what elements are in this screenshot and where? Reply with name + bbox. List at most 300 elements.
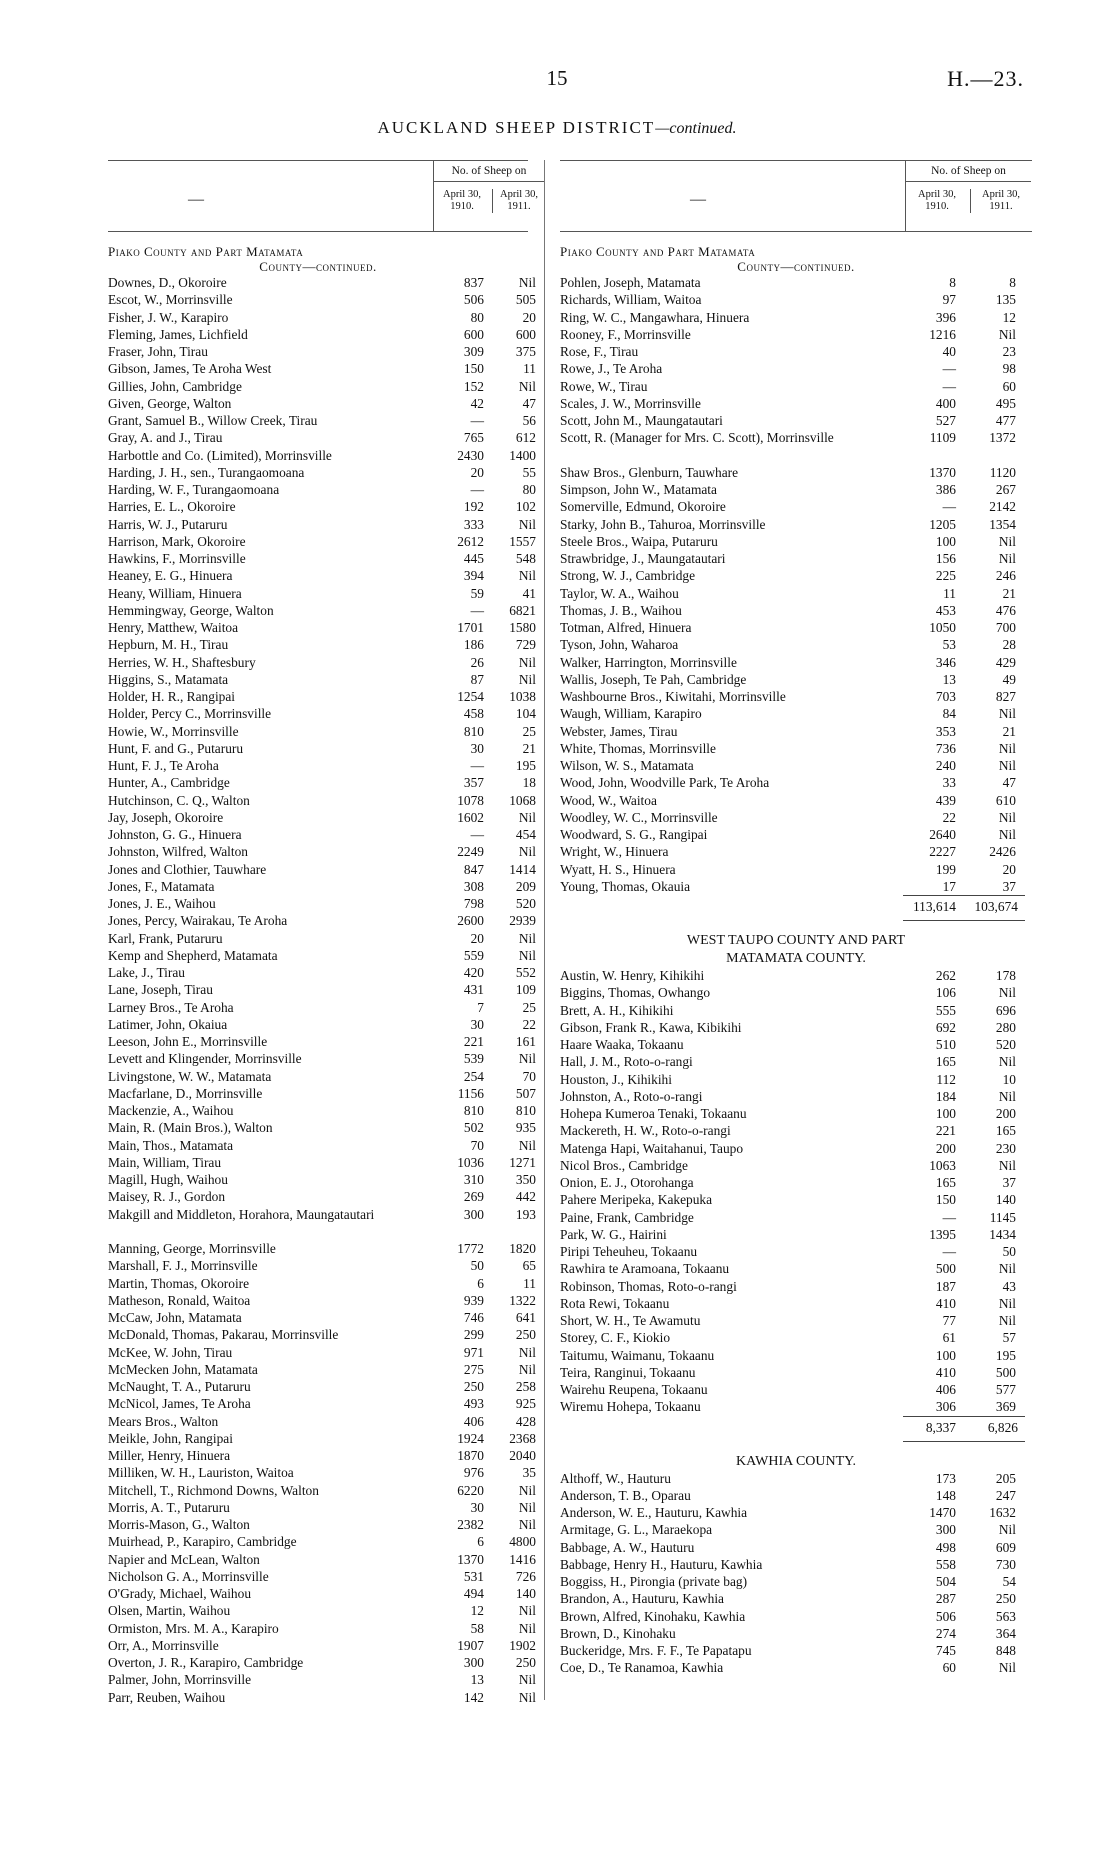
total-rule	[903, 1441, 1025, 1442]
holder-name: Johnston, A., Roto-o-rangi	[560, 1088, 703, 1104]
sheep-1910: 353	[935, 723, 956, 739]
holder-name: Woodward, S. G., Rangipai	[560, 827, 708, 842]
sheep-1911: 50	[1002, 1244, 1016, 1259]
holder-name: Shaw Bros., Glenburn, Tauwhare	[560, 464, 739, 480]
holder-name: Walker, Harrington, Morrinsville	[560, 654, 737, 670]
table-row	[560, 792, 1032, 809]
sheep-1910: 386	[935, 482, 956, 497]
sheep-1910: 84	[942, 706, 956, 722]
sheep-1910: 12	[470, 1603, 484, 1619]
holder-name: Rooney, F., Morrinsville	[560, 326, 691, 342]
holder-name: Morris, A. T., Putaruru	[108, 1499, 230, 1515]
holder-name: Olsen, Martin, Waihou	[108, 1603, 231, 1619]
left-column-header	[108, 160, 538, 232]
sheep-1911: 600	[515, 326, 536, 342]
sheep-1911: 1434	[989, 1226, 1016, 1242]
sheep-1910: 6	[477, 1275, 484, 1291]
sheep-1910: 504	[935, 1574, 956, 1589]
holder-name: Mackenzie, A., Waihou	[108, 1103, 234, 1118]
table-row	[560, 481, 1032, 498]
sheep-1911: 610	[995, 792, 1016, 808]
sheep-1910: 1078	[457, 792, 484, 808]
sheep-1910: 308	[463, 878, 484, 894]
table-row	[108, 740, 536, 757]
sheep-1910: 148	[935, 1487, 956, 1503]
sheep-1911: 925	[515, 1396, 536, 1412]
holder-name: Wood, W., Waitoa	[560, 792, 657, 808]
sheep-1910: 61	[942, 1330, 956, 1346]
sheep-1911: 6821	[509, 602, 536, 618]
sheep-1910: 6	[477, 1534, 484, 1550]
table-row	[560, 705, 1032, 722]
total-1910: 113,614	[912, 899, 956, 914]
holder-name: McNicol, James, Te Aroha	[108, 1396, 251, 1412]
sheep-1910: 152	[463, 378, 484, 394]
holder-name: Palmer, John, Morrinsville	[108, 1672, 252, 1688]
holder-name: Napier and McLean, Walton	[108, 1551, 260, 1567]
sheep-1911: 500	[995, 1364, 1016, 1380]
sheep-1910: 8	[949, 275, 956, 290]
sheep-1910: 439	[935, 792, 956, 808]
table-row	[108, 481, 536, 498]
sheep-1910: 13	[942, 671, 956, 687]
sheep-1911: 552	[515, 965, 536, 980]
sheep-1910: 269	[463, 1189, 484, 1205]
sheep-1911: 1414	[509, 861, 536, 877]
table-row	[560, 360, 1032, 377]
sheep-1910: 240	[935, 758, 956, 773]
table-row	[560, 984, 1032, 1001]
sheep-1911: 577	[995, 1382, 1016, 1397]
sheep-count-group	[905, 161, 1031, 231]
sheep-1911: 11	[523, 1275, 536, 1291]
table-row	[108, 843, 536, 860]
sheep-1911: Nil	[998, 758, 1016, 773]
holder-name: Jones, J. E., Waihou	[108, 896, 216, 911]
holder-name: Pohlen, Joseph, Matamata	[560, 275, 701, 290]
holder-name: Lake, J., Tirau	[108, 965, 185, 980]
holder-name: Taylor, W. A., Waihou	[560, 585, 679, 601]
sheep-1911: Nil	[518, 1499, 536, 1515]
sheep-1911: 258	[515, 1379, 536, 1394]
sheep-1911: 1068	[509, 792, 536, 808]
table-row	[108, 861, 536, 878]
table-row	[108, 1309, 536, 1326]
holder-name: Wiremu Hohepa, Tokaanu	[560, 1399, 701, 1415]
sheep-1910: 502	[463, 1120, 484, 1136]
sheep-1910: 250	[463, 1379, 484, 1394]
table-row	[560, 619, 1032, 636]
holder-name: Strawbridge, J., Maungatautari	[560, 551, 726, 566]
sheep-1910: 798	[463, 896, 484, 911]
holder-name: McKee, W. John, Tirau	[108, 1344, 233, 1360]
sheep-1911: Nil	[998, 326, 1016, 342]
table-row	[108, 1016, 536, 1033]
holder-name: Rowe, W., Tirau	[560, 378, 648, 394]
holder-name: Given, George, Walton	[108, 395, 232, 411]
sheep-1910: 2612	[457, 533, 484, 549]
holder-name: Althoff, W., Hauturu	[560, 1470, 671, 1486]
holder-name: Magill, Hugh, Waihou	[108, 1172, 228, 1187]
holder-name: Austin, W. Henry, Kihikihi	[560, 968, 705, 983]
holder-name: Kemp and Shepherd, Matamata	[108, 947, 278, 963]
sheep-1910: 287	[935, 1591, 956, 1607]
table-row	[108, 516, 536, 533]
table-row	[108, 1275, 536, 1292]
holder-name: Totman, Alfred, Hinuera	[560, 620, 692, 635]
sheep-1910: 600	[463, 326, 484, 342]
west-taupo-heading-line2: MATAMATA COUNTY.	[726, 951, 866, 966]
table-row	[560, 1122, 1032, 1139]
sheep-1911: 696	[995, 1002, 1016, 1018]
table-row	[108, 447, 536, 464]
sheep-1911: 21	[1002, 723, 1016, 739]
table-row	[560, 326, 1032, 343]
table-row	[108, 1050, 536, 1067]
sheep-1911: 2939	[509, 913, 536, 929]
holder-name: Larney Bros., Te Aroha	[108, 999, 234, 1015]
table-row	[108, 1413, 536, 1430]
table-row	[560, 602, 1032, 619]
sheep-1910: 42	[470, 395, 484, 411]
sheep-1910: 20	[470, 930, 484, 946]
table-row	[560, 291, 1032, 308]
holder-name: Parr, Reuben, Waihou	[108, 1689, 226, 1705]
holder-name: Maisey, R. J., Gordon	[108, 1189, 226, 1205]
sheep-1911: 21	[1002, 585, 1016, 601]
sheep-1911: 195	[995, 1347, 1016, 1363]
sheep-1911: 477	[995, 413, 1016, 428]
header-dash: —	[188, 191, 204, 208]
holder-name: Holder, H. R., Rangipai	[108, 689, 236, 704]
sheep-1911: Nil	[518, 1672, 536, 1688]
holder-name: Coe, D., Te Ranamoa, Kawhia	[560, 1660, 724, 1676]
sheep-1911: 2142	[989, 499, 1016, 515]
holder-name: Brown, Alfred, Kinohaku, Kawhia	[560, 1608, 746, 1624]
sheep-1911: 21	[522, 740, 536, 756]
table-row	[560, 1470, 1032, 1487]
table-row	[560, 567, 1032, 584]
holder-name: Piripi Teheuheu, Tokaanu	[560, 1244, 698, 1259]
sheep-1911: 193	[515, 1206, 536, 1222]
sheep-1910: 150	[935, 1192, 956, 1208]
table-row	[108, 1395, 536, 1412]
table-row	[560, 1019, 1032, 1036]
holder-name: McDonald, Thomas, Pakarau, Morrinsville	[108, 1327, 339, 1343]
sheep-1910: 810	[463, 723, 484, 739]
table-row	[560, 1312, 1032, 1329]
sheep-1910: —	[942, 1209, 956, 1225]
sheep-1910: 445	[463, 551, 484, 566]
sheep-1911: 810	[515, 1103, 536, 1118]
right-column	[560, 160, 1032, 1677]
holder-name: Karl, Frank, Putaruru	[108, 930, 223, 946]
sheep-1911: 60	[1002, 378, 1016, 394]
holder-name: McNaught, T. A., Putaruru	[108, 1379, 251, 1394]
sheep-1911: 280	[995, 1019, 1016, 1035]
holder-name: Escot, W., Morrinsville	[108, 292, 233, 308]
sheep-1911: 41	[522, 585, 536, 601]
sheep-1910: 187	[935, 1278, 956, 1294]
west-taupo-total-row	[560, 1416, 1032, 1442]
holder-name: Wyatt, H. S., Hinuera	[560, 861, 676, 877]
sheep-1911: 8	[1009, 275, 1016, 290]
holder-name: Thomas, J. B., Waihou	[560, 602, 682, 618]
holder-name: Overton, J. R., Karapiro, Cambridge	[108, 1655, 304, 1670]
sheep-1911: 230	[995, 1140, 1016, 1156]
sheep-1911: Nil	[998, 827, 1016, 842]
sheep-1910: 156	[935, 551, 956, 566]
holder-name: Matheson, Ronald, Waitoa	[108, 1292, 251, 1308]
sheep-1911: 28	[1002, 637, 1016, 653]
table-row	[108, 1671, 536, 1688]
holder-name: Onion, E. J., Otorohanga	[560, 1175, 694, 1190]
sheep-1911: 476	[995, 602, 1016, 618]
holder-name: Wilson, W. S., Matamata	[560, 758, 694, 773]
sheep-1911: 250	[515, 1655, 536, 1670]
sheep-1910: 40	[942, 344, 956, 359]
table-row	[108, 1171, 536, 1188]
sheep-1911: 102	[515, 499, 536, 515]
table-row	[560, 740, 1032, 757]
table-row	[108, 792, 536, 809]
sheep-1911: 178	[995, 968, 1016, 983]
holder-name: Richards, William, Waitoa	[560, 292, 702, 308]
sheep-1911: 369	[995, 1399, 1016, 1415]
sheep-1910: 59	[470, 585, 484, 601]
kawhia-heading: KAWHIA COUNTY.	[736, 1453, 856, 1469]
sheep-1910: 300	[935, 1522, 956, 1538]
sheep-1910: 142	[463, 1689, 484, 1705]
sheep-1910: 199	[935, 861, 956, 877]
right-column-header	[560, 160, 1032, 232]
sheep-1910: 300	[463, 1206, 484, 1222]
sheep-1910: 939	[463, 1292, 484, 1308]
table-row	[108, 1361, 536, 1378]
sheep-1910: 11	[943, 585, 956, 601]
table-row	[560, 1398, 1032, 1415]
sheep-1910: 506	[935, 1608, 956, 1624]
sheep-1910: 494	[463, 1586, 484, 1601]
holder-name: Fleming, James, Lichfield	[108, 326, 248, 342]
table-row	[560, 585, 1032, 602]
holder-name: Brown, D., Kinohaku	[560, 1625, 676, 1641]
sheep-1910: 1395	[929, 1226, 956, 1242]
holder-name: Somerville, Edmund, Okoroire	[560, 499, 726, 515]
table-row	[560, 1590, 1032, 1607]
sheep-1911: 104	[515, 706, 536, 722]
table-row	[560, 636, 1032, 653]
holder-name: Hawkins, F., Morrinsville	[108, 551, 246, 566]
sheep-1910: 559	[463, 947, 484, 963]
section-heading	[560, 244, 1032, 274]
holder-name: Anderson, W. E., Hauturu, Kawhia	[560, 1505, 748, 1520]
holder-name: Nicol Bros., Cambridge	[560, 1157, 688, 1173]
holder-name: O'Grady, Michael, Waihou	[108, 1586, 252, 1601]
sheep-1910: 97	[942, 292, 956, 308]
holder-name: Babbage, A. W., Hauturu	[560, 1539, 695, 1555]
holder-name: Jones, Percy, Wairakau, Te Aroha	[108, 913, 288, 929]
sheep-1911: 109	[515, 982, 536, 998]
sheep-1911: 25	[522, 723, 536, 739]
sheep-1911: 35	[522, 1465, 536, 1481]
sheep-1911: 20	[522, 309, 536, 325]
holder-name: Tyson, John, Waharoa	[560, 637, 679, 653]
table-row	[560, 412, 1032, 429]
table-row	[560, 1036, 1032, 1053]
table-row	[108, 602, 536, 619]
sheep-1910: 7	[477, 999, 484, 1015]
title-continued: —continued.	[655, 120, 737, 137]
sheep-1910: 80	[470, 309, 484, 325]
sheep-1911: 65	[522, 1258, 536, 1274]
table-row	[560, 878, 1032, 895]
sheep-1911: 267	[995, 482, 1016, 497]
sheep-1910: 837	[463, 275, 484, 290]
sheep-1911: 55	[522, 464, 536, 480]
piako-table-rows	[560, 274, 1032, 895]
holder-name: Steele Bros., Waipa, Putaruru	[560, 533, 718, 549]
total-1911: 6,826	[987, 1419, 1018, 1435]
holder-name: Mears Bros., Walton	[108, 1413, 219, 1429]
sheep-1911: Nil	[518, 930, 536, 946]
table-row	[108, 723, 536, 740]
sheep-1910: 493	[463, 1396, 484, 1412]
section-heading	[108, 244, 528, 274]
holder-name: Webster, James, Tirau	[560, 723, 678, 739]
sheep-1911: Nil	[518, 568, 536, 584]
sheep-1910: 87	[470, 671, 484, 687]
sheep-1910: 22	[942, 809, 956, 825]
table-row	[560, 1209, 1032, 1226]
holder-name: Higgins, S., Matamata	[108, 671, 229, 687]
table-row	[108, 619, 536, 636]
sheep-1911: 1120	[989, 464, 1016, 480]
sheep-1911: 23	[1002, 344, 1016, 359]
holder-name: Morris-Mason, G., Walton	[108, 1517, 250, 1532]
table-row	[108, 533, 536, 550]
sheep-1911: 98	[1002, 361, 1016, 377]
holder-name: Johnston, G. G., Hinuera	[108, 827, 242, 842]
sheep-1910: 394	[463, 568, 484, 584]
sheep-1910: 306	[935, 1399, 956, 1415]
table-row	[560, 1071, 1032, 1088]
sheep-1911: 1416	[509, 1551, 536, 1567]
sheep-1911: 20	[1002, 861, 1016, 877]
table-row	[560, 774, 1032, 791]
sheep-1910: 1701	[457, 620, 484, 635]
holder-name: Wood, John, Woodville Park, Te Aroha	[560, 775, 770, 791]
sheep-1910: —	[942, 499, 956, 515]
holder-name: Teira, Ranginui, Tokaanu	[560, 1364, 696, 1380]
sheep-1911: Nil	[518, 809, 536, 825]
sheep-count-group-title: No. of Sheep on	[434, 161, 544, 182]
sheep-1910: 1907	[457, 1637, 484, 1653]
table-row	[108, 1344, 536, 1361]
holder-name: Fraser, John, Tirau	[108, 344, 208, 359]
sheep-1910: 30	[470, 1016, 484, 1032]
sheep-1911: 612	[515, 430, 536, 446]
holder-name: Henry, Matthew, Waitoa	[108, 620, 239, 635]
sheep-1910: 165	[935, 1054, 956, 1070]
holder-name: Boggiss, H., Pirongia (private bag)	[560, 1574, 748, 1589]
holder-name: Buckeridge, Mrs. F. F., Te Papatapu	[560, 1643, 752, 1658]
holder-name: Scales, J. W., Morrinsville	[560, 395, 701, 411]
table-row	[560, 688, 1032, 705]
sheep-1911: Nil	[518, 1361, 536, 1377]
sheep-1911: Nil	[518, 671, 536, 687]
holder-name: Hunt, F. and G., Putaruru	[108, 740, 244, 756]
sheep-1910: 692	[935, 1019, 956, 1035]
table-row	[560, 1088, 1032, 1105]
table-row	[108, 360, 536, 377]
sheep-1911: 246	[995, 568, 1016, 584]
sheep-1910: —	[470, 758, 484, 773]
sheep-1911: Nil	[518, 947, 536, 963]
holder-name: Harries, E. L., Okoroire	[108, 499, 236, 515]
section-heading-line2: County—continued.	[737, 259, 855, 274]
table-row	[560, 1002, 1032, 1019]
table-row	[108, 964, 536, 981]
table-row	[560, 1105, 1032, 1122]
holder-name: Levett and Klingender, Morrinsville	[108, 1051, 302, 1067]
sheep-1910: 420	[463, 965, 484, 980]
holder-name: Marshall, F. J., Morrinsville	[108, 1258, 258, 1274]
sheep-count-group-title: No. of Sheep on	[906, 161, 1031, 182]
sheep-1911: 49	[1002, 671, 1016, 687]
holder-name: Scott, R. (Manager for Mrs. C. Scott), Morrinsville	[560, 430, 834, 446]
table-row	[108, 912, 536, 929]
sheep-1911: 1820	[509, 1241, 536, 1256]
sheep-1911: 250	[995, 1591, 1016, 1607]
holder-name: Babbage, Henry H., Hauturu, Kawhia	[560, 1556, 763, 1572]
sheep-1911: Nil	[518, 1620, 536, 1636]
sheep-1910: 765	[463, 430, 484, 446]
sheep-1911: 726	[515, 1568, 536, 1584]
holder-name: Lane, Joseph, Tirau	[108, 982, 213, 998]
sheep-1910: 1870	[457, 1448, 484, 1463]
sheep-1910: 531	[463, 1568, 484, 1584]
table-row	[108, 930, 536, 947]
holder-name: Strong, W. J., Cambridge	[560, 568, 696, 584]
sheep-1910: 736	[935, 740, 956, 756]
table-row	[560, 464, 1032, 481]
table-row	[108, 395, 536, 412]
table-row	[560, 1347, 1032, 1364]
col-header-1911: April 30, 1911.	[492, 189, 545, 213]
sheep-1911: 609	[995, 1539, 1016, 1555]
table-row	[560, 1053, 1032, 1070]
table-row	[560, 1243, 1032, 1260]
table-row	[108, 809, 536, 826]
sheep-1910: 225	[935, 568, 956, 584]
sheep-1910: 6220	[457, 1482, 484, 1498]
sheep-1911: 428	[515, 1413, 536, 1429]
holder-name: Mackereth, H. W., Roto-o-rangi	[560, 1123, 731, 1139]
col-header-1911: April 30, 1911.	[970, 189, 1031, 213]
sheep-1911: 442	[515, 1189, 536, 1205]
sheep-1911: 4800	[509, 1534, 536, 1550]
sheep-1911: Nil	[518, 275, 536, 290]
sheep-1911: 1632	[989, 1505, 1016, 1520]
holder-name: Taitumu, Waimanu, Tokaanu	[560, 1347, 715, 1363]
sheep-1910: 2430	[457, 447, 484, 463]
sheep-1910: 53	[942, 637, 956, 653]
sheep-1910: 77	[942, 1313, 956, 1328]
holder-name: Scott, John M., Maungatautari	[560, 413, 723, 428]
sheep-1910: 703	[935, 689, 956, 704]
holder-name: Fisher, J. W., Karapiro	[108, 309, 229, 325]
